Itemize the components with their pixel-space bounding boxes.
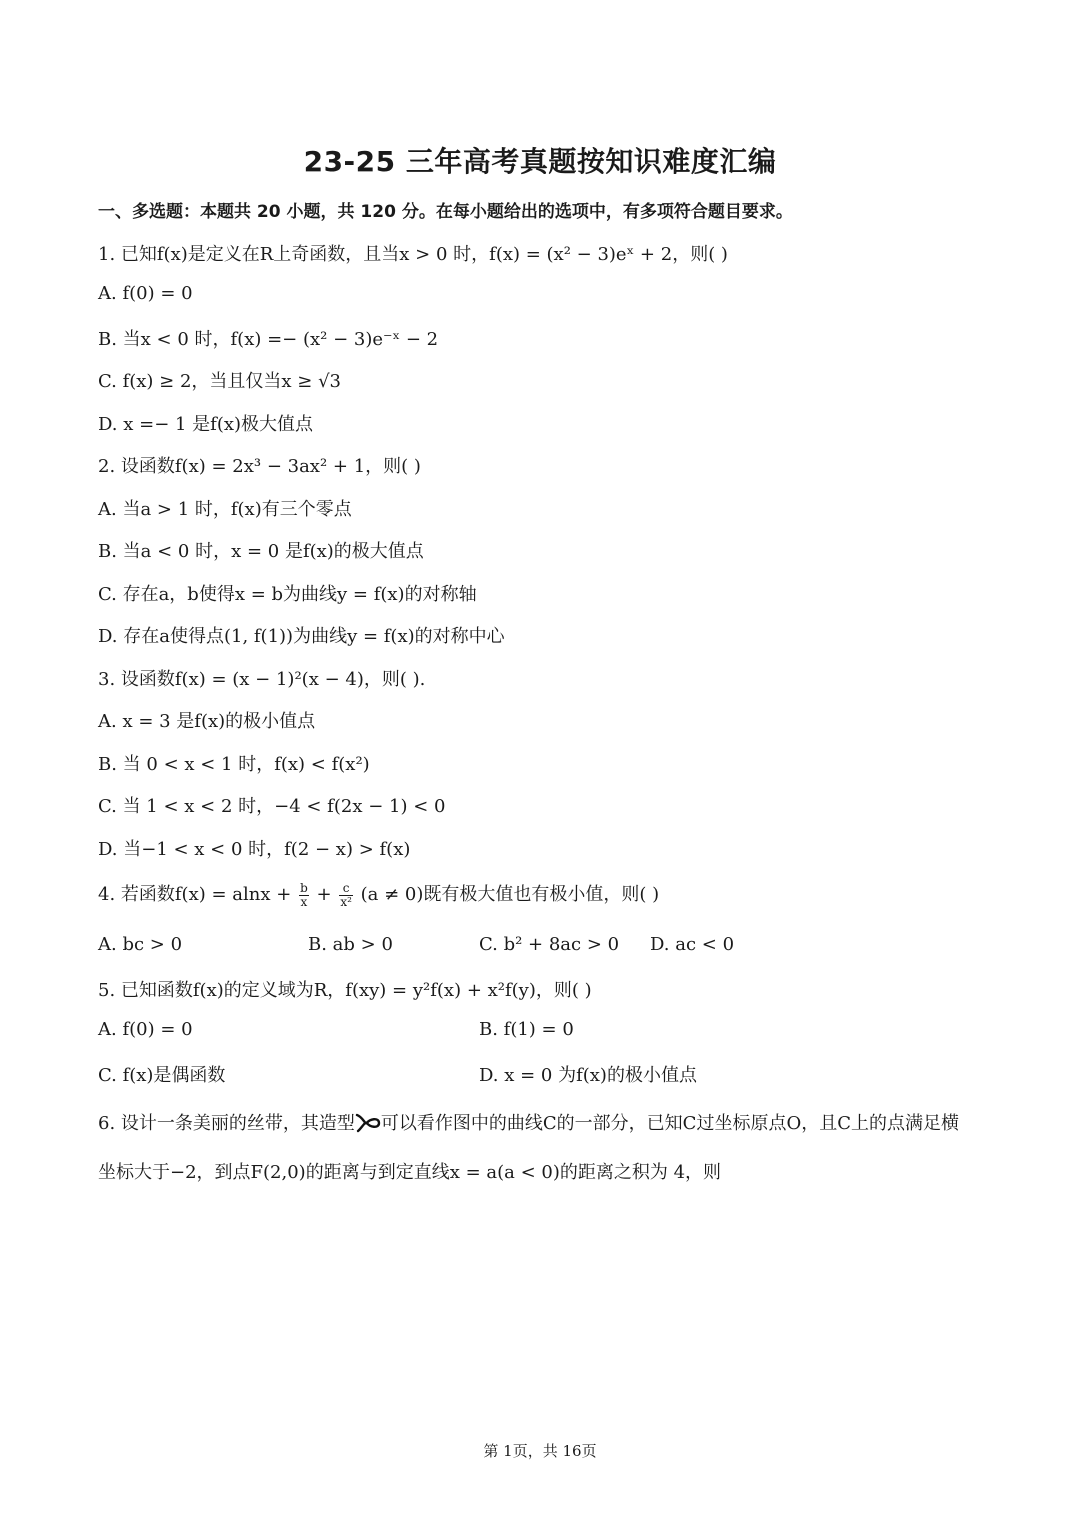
question-1-option-b: B. 当x < 0 时，f(x) =− (x² − 3)e⁻ˣ − 2 xyxy=(98,329,439,350)
question-4-option-b: B. ab > 0 xyxy=(308,934,393,955)
fraction-numerator: b xyxy=(300,880,308,895)
question-5-option-a: A. f(0) = 0 xyxy=(98,1019,193,1040)
question-2-option-c: C. 存在a，b使得x = b为曲线y = f(x)的对称轴 xyxy=(98,584,477,605)
ribbon-shape-icon xyxy=(355,1113,381,1133)
question-3-stem: 3. 设函数f(x) = (x − 1)²(x − 4)，则( ). xyxy=(98,669,426,690)
question-4-option-d: D. ac < 0 xyxy=(650,934,735,955)
question-1-stem: 1. 已知f(x)是定义在R上奇函数，且当x > 0 时，f(x) = (x² − 3)eˣ + 2，则( ) xyxy=(98,244,728,265)
fraction-c-over-x-squared xyxy=(339,882,353,909)
question-4-stem-start: 4. 若函数f(x) = alnx + xyxy=(98,884,292,905)
page-footer: 第 1页，共 16页 xyxy=(483,1442,597,1460)
question-5-option-b: B. f(1) = 0 xyxy=(479,1019,574,1040)
question-6-stem xyxy=(98,1109,959,1135)
question-4-option-a: A. bc > 0 xyxy=(98,934,183,955)
question-4-stem-end: (a ≠ 0)既有极大值也有极小值，则( ) xyxy=(360,884,660,905)
question-2-option-b: B. 当a < 0 时，x = 0 是f(x)的极大值点 xyxy=(98,541,424,562)
question-2-stem: 2. 设函数f(x) = 2x³ − 3ax² + 1，则( ) xyxy=(98,456,421,477)
fraction-denominator: x² xyxy=(340,894,352,909)
fraction-denominator: x xyxy=(300,894,308,909)
question-6-stem-end: 可以看作图中的曲线C的一部分，已知C过坐标原点O，且C上的点满足横 xyxy=(380,1113,959,1134)
question-3-option-d: D. 当−1 < x < 0 时，f(2 − x) > f(x) xyxy=(98,839,411,860)
question-6-stem-start: 6. 设计一条美丽的丝带，其造型 xyxy=(98,1113,355,1134)
question-5-stem: 5. 已知函数f(x)的定义域为R，f(xy) = y²f(x) + x²f(y)，则( ) xyxy=(98,980,592,1001)
question-2-option-a: A. 当a > 1 时，f(x)有三个零点 xyxy=(98,499,352,520)
plus-sign: + xyxy=(316,884,332,905)
question-1-option-a: A. f(0) = 0 xyxy=(98,283,193,304)
question-3-option-a: A. x = 3 是f(x)的极小值点 xyxy=(98,711,316,732)
question-3-option-b: B. 当 0 < x < 1 时，f(x) < f(x²) xyxy=(98,754,370,775)
fraction-b-over-x xyxy=(299,882,309,909)
fraction-numerator: c xyxy=(339,882,353,896)
question-3-option-c: C. 当 1 < x < 2 时，−4 < f(2x − 1) < 0 xyxy=(98,796,446,817)
page-title: 23-25 三年高考真题按知识难度汇编 xyxy=(303,145,777,178)
question-1-option-d: D. x =− 1 是f(x)极大值点 xyxy=(98,414,314,435)
question-1-option-c: C. f(x) ≥ 2，当且仅当x ≥ √3 xyxy=(98,371,342,392)
question-6-stem-line-2: 坐标大于−2，到点F(2,0)的距离与到定直线x = a(a < 0)的距离之积为 4，则 xyxy=(98,1162,722,1183)
question-4-option-c: C. b² + 8ac > 0 xyxy=(479,934,620,955)
question-5-option-d: D. x = 0 为f(x)的极小值点 xyxy=(479,1065,697,1086)
question-4-stem xyxy=(98,878,659,912)
section-heading: 一、多选题：本题共 20 小题，共 120 分。在每小题给出的选项中，有多项符合题目要求。 xyxy=(98,202,793,222)
question-2-option-d: D. 存在a使得点(1, f(1))为曲线y = f(x)的对称中心 xyxy=(98,626,505,647)
question-5-option-c: C. f(x)是偶函数 xyxy=(98,1065,226,1086)
